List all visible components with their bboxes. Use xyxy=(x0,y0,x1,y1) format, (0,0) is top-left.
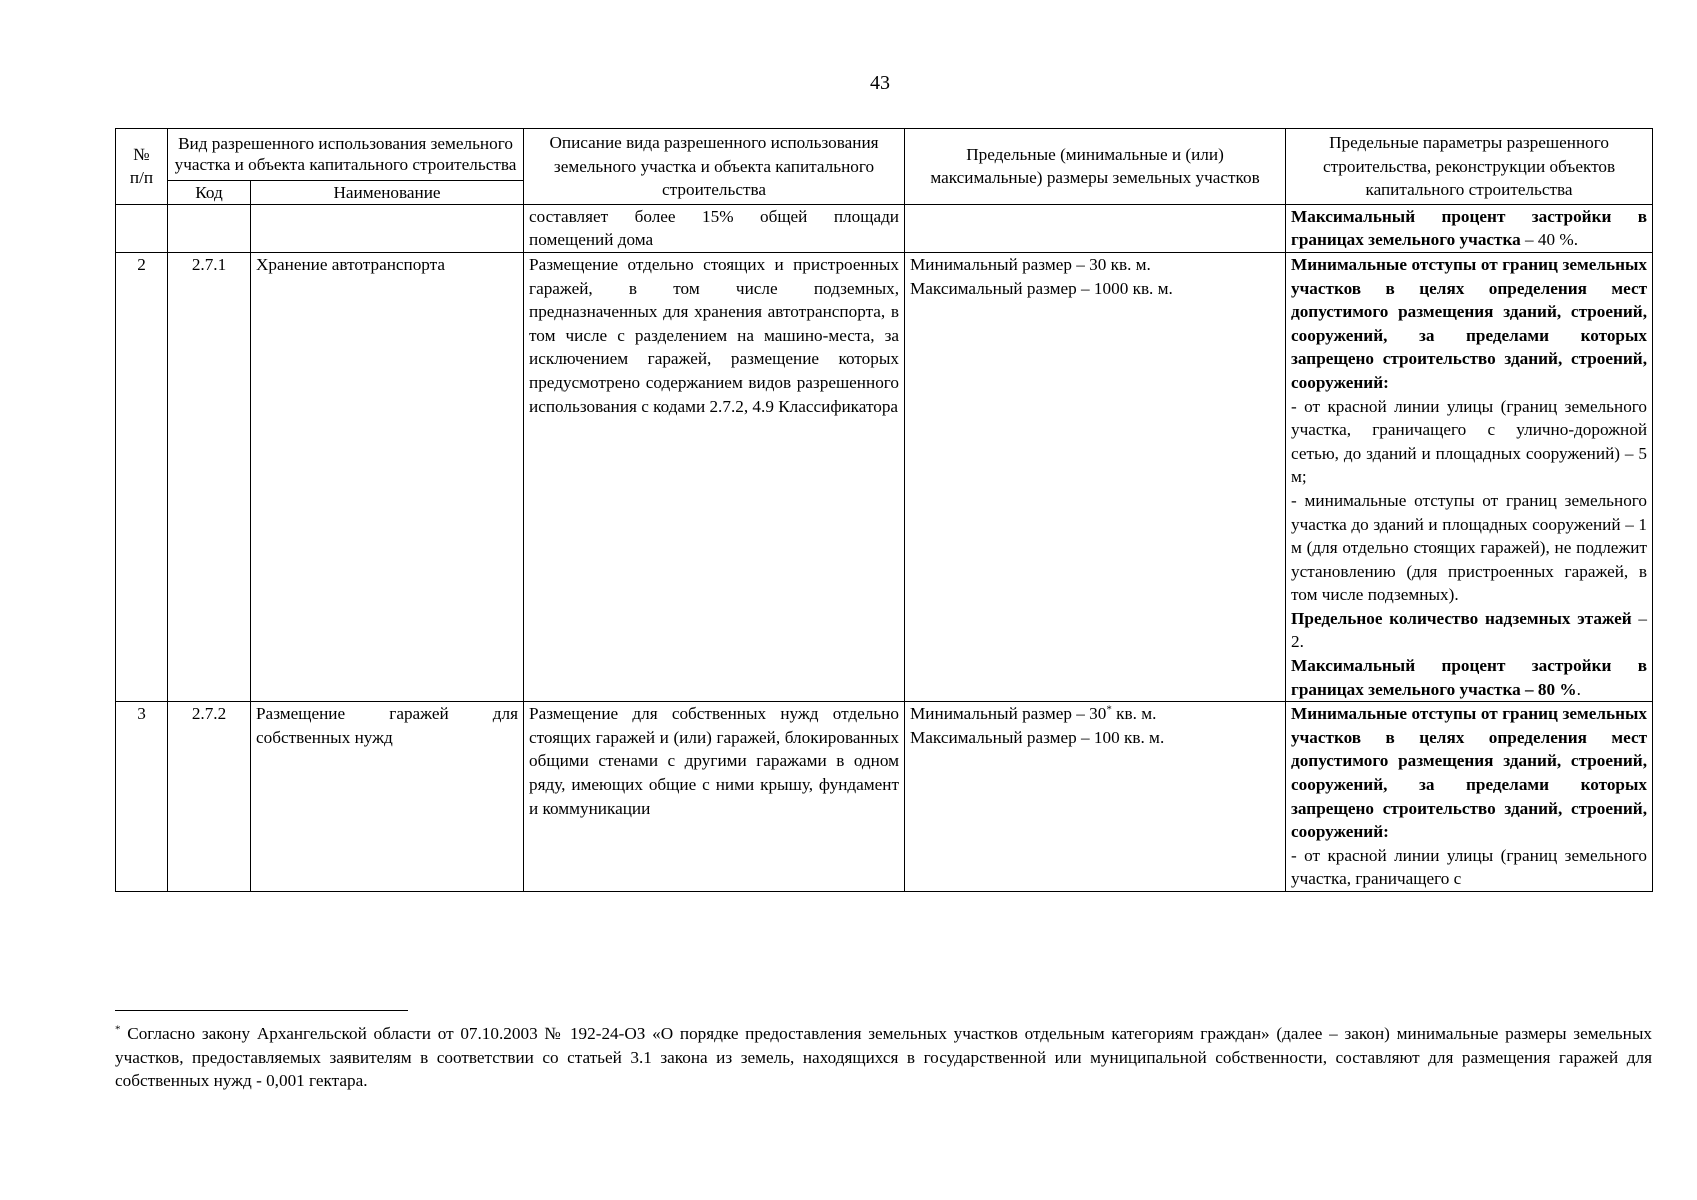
size-min: Минимальный размер – 30 кв. м. xyxy=(910,254,1151,274)
table-row xyxy=(116,204,1653,252)
params-floors-label: Предельное количество надземных этажей xyxy=(1291,608,1632,628)
header-sizes: Предельные (минимальные и (или) максимальные) размеры земельных участков xyxy=(905,129,1286,205)
cell-num xyxy=(116,204,168,252)
table-row xyxy=(116,702,1653,892)
cell-sizes xyxy=(905,252,1286,701)
params-min-setback: - минимальные отступы от границ земельного участка до зданий и площадных сооружений – 1 м (для отдельно стоящих гаражей), не подлежит установлению (для пристроенных гаражей, в том числе подземных). xyxy=(1291,490,1648,605)
cell-sizes xyxy=(905,204,1286,252)
params-setbacks-heading: Минимальные отступы от границ земельных участков в целях определения мест допустимого размещения зданий, строений, сооружений, за пределами которых запрещено строительство зданий, строений, сооружений: xyxy=(1291,254,1648,392)
cell-name: Размещение гаражей для собственных нужд xyxy=(251,702,524,892)
size-min-unit: кв. м. xyxy=(1111,704,1157,724)
params-setbacks-heading: Минимальные отступы от границ земельных участков в целях определения мест допустимого размещения зданий, строений, сооружений, за пределами которых запрещено строительство зданий, строений, сооружений: xyxy=(1291,704,1648,842)
cell-num: 3 xyxy=(116,702,168,892)
params-floors-value: – 2. xyxy=(1291,608,1648,652)
cell-code: 2.7.1 xyxy=(168,252,251,701)
cell-description: Размещение для собственных нужд отдельно стоящих гаражей и (или) гаражей, блокированных общими стенами с другими гаражами в одном ряду, имеющих общие с ними крышу, фундамент и коммуникации xyxy=(524,702,905,892)
params-coverage-tail: . xyxy=(1576,679,1581,699)
footnote-text: Согласно закону Архангельской области от 07.10.2003 № 192-24-ОЗ «О порядке предоставления земельных участков отдельным категориям граждан» (далее – закон) минимальные размеры земельных участков, предоставляемых заявителям в соответствии со статьей 3.1 закона из земель, находящихся в государственной или муниципальной собственности, составляют для размещения гаражей для собственных нужд - 0,001 гектара. xyxy=(115,1024,1652,1091)
cell-num: 2 xyxy=(116,252,168,701)
cell-code: 2.7.2 xyxy=(168,702,251,892)
cell-code xyxy=(168,204,251,252)
header-description: Описание вида разрешенного использования земельного участка и объекта капитального строительства xyxy=(524,129,905,205)
cell-name xyxy=(251,204,524,252)
params-bold-text: Максимальный процент застройки в границах земельного участка xyxy=(1291,206,1648,250)
header-num: № п/п xyxy=(116,129,168,205)
params-coverage xyxy=(1291,654,1647,701)
cell-params xyxy=(1286,252,1653,701)
size-max: Максимальный размер – 100 кв. м. xyxy=(910,727,1165,747)
params-floors xyxy=(1291,607,1647,654)
footnote xyxy=(115,1022,1652,1093)
footnote-separator xyxy=(115,1010,408,1011)
header-params: Предельные параметры разрешенного строительства, реконструкции объектов капитального строительства xyxy=(1286,129,1653,205)
size-min-text: Минимальный размер – 30 xyxy=(910,704,1107,724)
land-use-table xyxy=(115,128,1653,892)
params-coverage-label: Максимальный процент застройки в границах земельного участка – 80 % xyxy=(1291,656,1648,699)
footnote-ref: * xyxy=(1106,703,1112,716)
size-min xyxy=(910,702,1280,726)
cell-description: составляет более 15% общей площади помещений дома xyxy=(524,204,905,252)
cell-name: Хранение автотранспорта xyxy=(251,252,524,701)
params-text: – 40 %. xyxy=(1520,230,1579,250)
table-row xyxy=(116,252,1653,701)
header-code: Код xyxy=(168,180,251,204)
header-kind-group: Вид разрешенного использования земельного участка и объекта капитального строительства xyxy=(168,129,524,181)
header-name: Наименование xyxy=(251,180,524,204)
params-red-line: - от красной линии улицы (границ земельного участка, граничащего с xyxy=(1291,845,1648,889)
size-max: Максимальный размер – 1000 кв. м. xyxy=(910,278,1173,298)
table-header-row xyxy=(116,129,1653,181)
cell-params xyxy=(1286,204,1653,252)
params-red-line: - от красной линии улицы (границ земельного участка, граничащего с улично-дорожной сетью, до зданий и площадных сооружений) – 5 м; xyxy=(1291,396,1648,487)
cell-params xyxy=(1286,702,1653,892)
footnote-mark: * xyxy=(115,1023,121,1036)
cell-description: Размещение отдельно стоящих и пристроенных гаражей, в том числе подземных, предназначенных для хранения автотранспорта, в том числе с разделением на машино-места, за исключением гаражей, размещение которых предусмотрено содержанием видов разрешенного использования с кодами 2.7.2, 4.9 Классификатора xyxy=(524,252,905,701)
page-number: 43 xyxy=(870,72,890,94)
cell-sizes xyxy=(905,702,1286,892)
